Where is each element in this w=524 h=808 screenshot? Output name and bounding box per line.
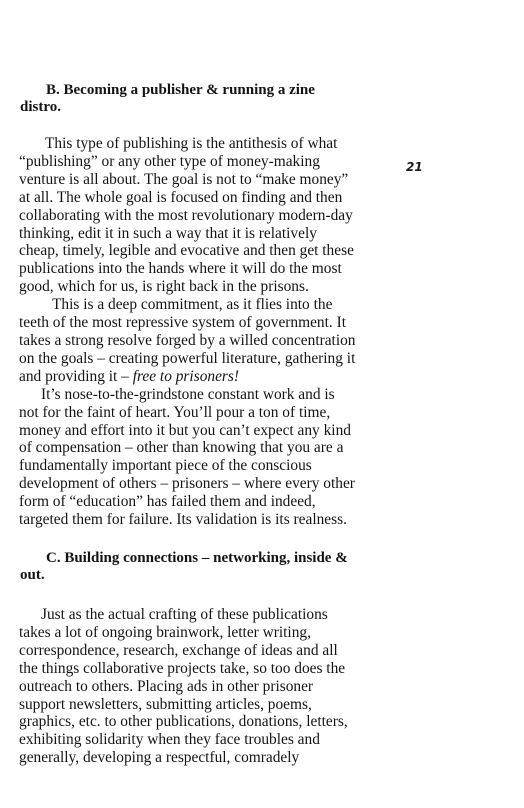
text-line: development of others – prisoners – where every other [19,475,355,493]
text-line: on the goals – creating powerful literature, gathering it [19,349,356,367]
text-line: good, which for us, is right back in the prisons. [19,278,309,296]
text-line: outreach to others. Placing ads in other prisoner [19,677,314,695]
text-line: thinking, edit it in such a way that it is relatively [19,224,317,242]
text-line: venture is all about. The goal is not to “make money” [19,170,349,188]
text-line: support newsletters, submitting articles, poems, [19,695,312,713]
text-line: graphics, etc. to other publications, donations, letters, [19,713,348,731]
section-b-paragraph-2 [19,296,427,386]
text-line: takes a lot of ongoing brainwork, letter writing, [19,623,311,641]
section-b-paragraph-1 [19,135,427,296]
text-line: targeted them for failure. Its validation is its realness. [19,511,347,529]
emphasis-text: free to prisoners! [132,367,240,385]
text-line: cheap, timely, legible and evocative and then get these [19,242,354,260]
text-line: and providing it – free to prisoners! [19,367,240,385]
text-line: money and effort into it but you can’t expect any kind [19,421,351,439]
text-line: of compensation – other than knowing that you are a [19,439,344,457]
section-b-body [19,135,427,529]
section-c-body [19,606,427,767]
section-b-paragraph-3 [19,386,427,529]
text-line: teeth of the most repressive system of government. It [19,314,346,332]
text-line: exhibiting solidarity when they face troubles and [19,731,320,749]
text-line: fundamentally important piece of the conscious [19,457,312,475]
text-line: collaborating with the most revolutionary modern-day [19,206,353,224]
text-line: form of “education” has failed them and indeed, [19,493,316,511]
text-line: Just as the actual crafting of these publications [41,606,328,623]
text-line: not for the faint of heart. You’ll pour a ton of time, [19,403,331,421]
page-number: 21 [406,160,423,174]
text-line: publications into the hands where it will do the most [19,260,342,278]
text-line: the things collaborative projects take, so too does the [19,659,346,677]
section-c-heading-line: out. [20,567,45,583]
text-line: This is a deep commitment, as it flies into the [52,296,333,314]
text-line: This type of publishing is the antithesis of what [45,135,338,152]
section-c-heading-line: C. Building connections – networking, inside & [46,550,348,566]
text-line: takes a strong resolve forged by a willed concentration [19,331,356,349]
section-c-heading [20,550,440,584]
text-line: It’s nose-to-the-grindstone constant work and is [41,385,335,403]
section-b-heading-line: B. Becoming a publisher & running a zine [46,82,315,98]
section-b-heading [20,82,440,116]
text-line: correspondence, research, exchange of ideas and all [19,641,338,659]
section-b-heading-line: distro. [20,99,61,115]
text-line: at all. The whole goal is focused on finding and then [19,188,343,206]
section-c-paragraph-1 [19,606,427,767]
text-line: “publishing” or any other type of money-making [19,152,320,170]
text-line: generally, developing a respectful, comradely [19,749,300,767]
